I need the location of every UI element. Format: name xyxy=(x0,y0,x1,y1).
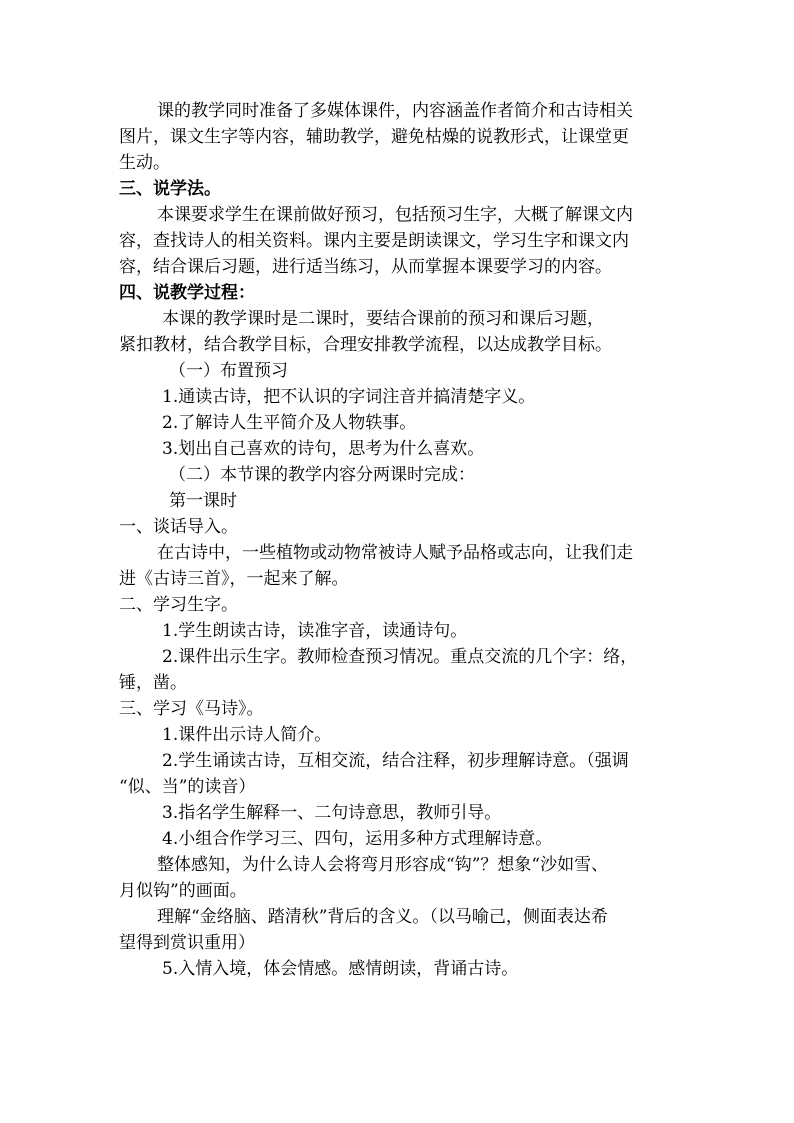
text-line: 望得到赏识重用） xyxy=(119,933,255,953)
text-line: 本课要求学生在课前做好预习，包括预习生字，大概了解课文内 xyxy=(157,205,633,225)
text-line: 整体感知，为什么诗人会将弯月形容成“钩”？想象“沙如雪、 xyxy=(157,855,609,875)
section-heading: 四、说教学过程： xyxy=(119,283,255,303)
list-item: 2.学生诵读古诗，互相交流，结合注释，初步理解诗意。（强调 xyxy=(162,751,629,771)
list-item: 3.划出自己喜欢的诗句，思考为什么喜欢。 xyxy=(162,439,485,459)
step-heading: 三、学习《马诗》。 xyxy=(119,699,264,719)
text-line: 容，查找诗人的相关资料。课内主要是朗读课文，学习生字和课文内 xyxy=(119,231,629,251)
text-line: 月似钩”的画面。 xyxy=(119,881,247,901)
step-heading: 一、谈话导入。 xyxy=(119,517,238,537)
text-line: 容，结合课后习题，进行适当练习，从而掌握本课要学习的内容。 xyxy=(119,257,612,277)
list-item: 1.课件出示诗人简介。 xyxy=(162,725,332,745)
list-item: 1.学生朗读古诗，读准字音，读通诗句。 xyxy=(162,621,468,641)
text-line: 理解“金络脑、踏清秋”背后的含义。（以马喻己，侧面表达希 xyxy=(157,907,608,927)
text-line: 锤，凿。 xyxy=(119,673,187,693)
list-item: 1.通读古诗，把不认识的字词注音并搞清楚字义。 xyxy=(162,387,536,407)
list-item: 3.指名学生解释一、二句诗意思，教师引导。 xyxy=(162,803,502,823)
list-item: 5.入情入境，体会情感。感情朗读，背诵古诗。 xyxy=(162,959,519,979)
text-line: 生动。 xyxy=(119,153,170,173)
list-item: 4.小组合作学习三、四句，运用多种方式理解诗意。 xyxy=(162,829,553,849)
text-line: 进《古诗三首》，一起来了解。 xyxy=(119,569,349,589)
document-body xyxy=(119,98,684,982)
subsection-heading: 第一课时 xyxy=(169,491,237,511)
list-item: 2.课件出示生字。教师检查预习情况。重点交流的几个字：络， xyxy=(162,647,638,667)
subsection-heading: （二）本节课的教学内容分两课时完成： xyxy=(169,465,475,485)
subsection-heading: （一）布置预习 xyxy=(169,361,288,381)
text-line: 本课的教学课时是二课时，要结合课前的预习和课后习题， xyxy=(162,309,604,329)
text-line: 紧扣教材，结合教学目标，合理安排教学流程，以达成教学目标。 xyxy=(119,335,612,355)
step-heading: 二、学习生字。 xyxy=(119,595,238,615)
text-line: 课的教学同时准备了多媒体课件，内容涵盖作者简介和古诗相关 xyxy=(157,101,633,121)
text-line: 在古诗中，一些植物或动物常被诗人赋予品格或志向，让我们走 xyxy=(157,543,633,563)
text-line: “似、当”的读音） xyxy=(119,777,256,797)
section-heading: 三、说学法。 xyxy=(119,179,221,199)
list-item: 2.了解诗人生平简介及人物轶事。 xyxy=(162,413,417,433)
text-line: 图片，课文生字等内容，辅助教学，避免枯燥的说教形式，让课堂更 xyxy=(119,127,629,147)
